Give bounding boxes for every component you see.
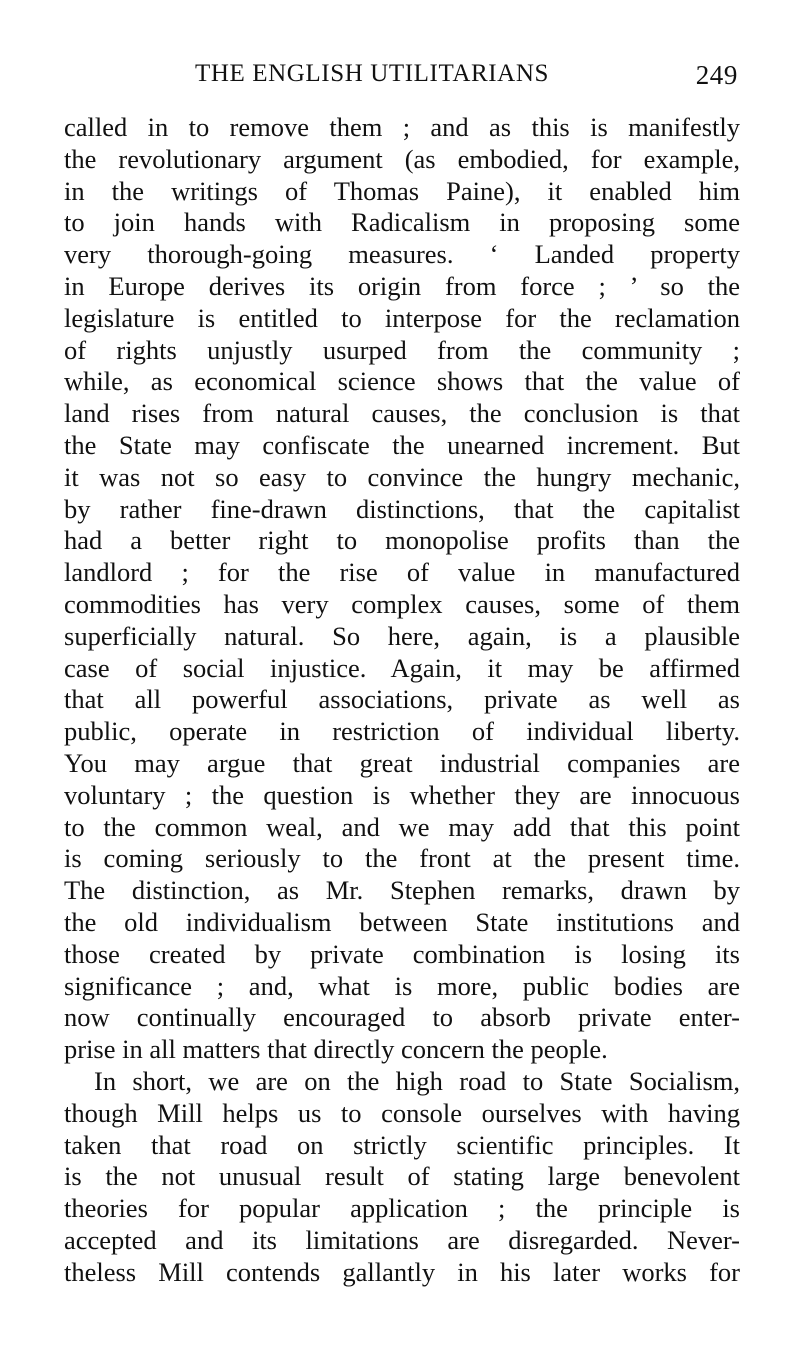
text-line: superficially natural. So here, again, is a plausible (64, 620, 740, 651)
running-head (64, 56, 740, 92)
text-line: The distinction, as Mr. Stephen remarks, drawn by (64, 875, 740, 906)
text-line: significance ; and, what is more, public bodies are (64, 970, 740, 1001)
text-line: called in to remove them ; and as this is manifestly (64, 112, 740, 142)
text-line: in Europe derives its origin from force ; ’ so the (64, 270, 740, 301)
text-line: You may argue that great industrial companies are (64, 747, 740, 778)
text-line: the old individualism between State institutions and (64, 906, 740, 937)
text-line: In short, we are on the high road to State Socialism, (94, 1065, 740, 1096)
text-line: it was not so easy to convince the hungry mechanic, (64, 461, 740, 492)
text-line: the revolutionary argument (as embodied, for example, (64, 143, 740, 174)
text-line: land rises from natural causes, the conclusion is that (64, 398, 740, 429)
paragraph-2 (64, 1066, 740, 1289)
text-line: to join hands with Radicalism in proposing some (64, 207, 740, 238)
text-line: those created by private combination is losing its (64, 938, 740, 969)
text-line: theless Mill contends gallantly in his later works for (64, 1256, 740, 1287)
running-title: THE ENGLISH UTILITARIANS (194, 60, 549, 87)
text-line: very thorough-going measures. ‘ Landed property (64, 239, 740, 270)
text-line: of rights unjustly usurped from the community ; (64, 334, 740, 365)
text-line: that all powerful associations, private as well as (64, 684, 740, 715)
paragraph-1 (64, 112, 740, 1066)
text-line: accepted and its limitations are disregarded. Never- (64, 1224, 740, 1255)
text-line: while, as economical science shows that the value of (64, 366, 740, 397)
text-line: had a better right to monopolise profits than the (64, 525, 740, 556)
text-line: case of social injustice. Again, it may be affirmed (64, 652, 740, 683)
text-line: though Mill helps us to console ourselves with having (64, 1097, 740, 1128)
text-line: legislature is entitled to interpose for the reclamation (64, 302, 740, 333)
text-line: is coming seriously to the front at the present time. (64, 843, 740, 874)
text-line: to the common weal, and we may add that this point (64, 811, 740, 842)
text-line: theories for popular application ; the principle is (64, 1193, 740, 1224)
text-line: public, operate in restriction of individual liberty. (64, 716, 740, 747)
text-line: voluntary ; the question is whether they are innocuous (64, 779, 740, 810)
text-line: by rather fine-drawn distinctions, that the capitalist (64, 493, 740, 524)
text-line: is the not unusual result of stating large benevolent (64, 1161, 740, 1192)
text-line: prise in all matters that directly concern the people. (64, 1034, 608, 1065)
text-line: now continually encouraged to absorb private enter- (64, 1002, 740, 1033)
text-line: commodities has very complex causes, some of them (64, 588, 740, 619)
body-text (64, 112, 740, 1288)
page-number: 249 (695, 60, 738, 90)
text-line: landlord ; for the rise of value in manufactured (64, 557, 740, 588)
text-line: in the writings of Thomas Paine), it enabled him (64, 175, 740, 206)
text-line: taken that road on strictly scientific principles. It (64, 1129, 740, 1160)
text-line: the State may confiscate the unearned increment. But (64, 429, 740, 460)
